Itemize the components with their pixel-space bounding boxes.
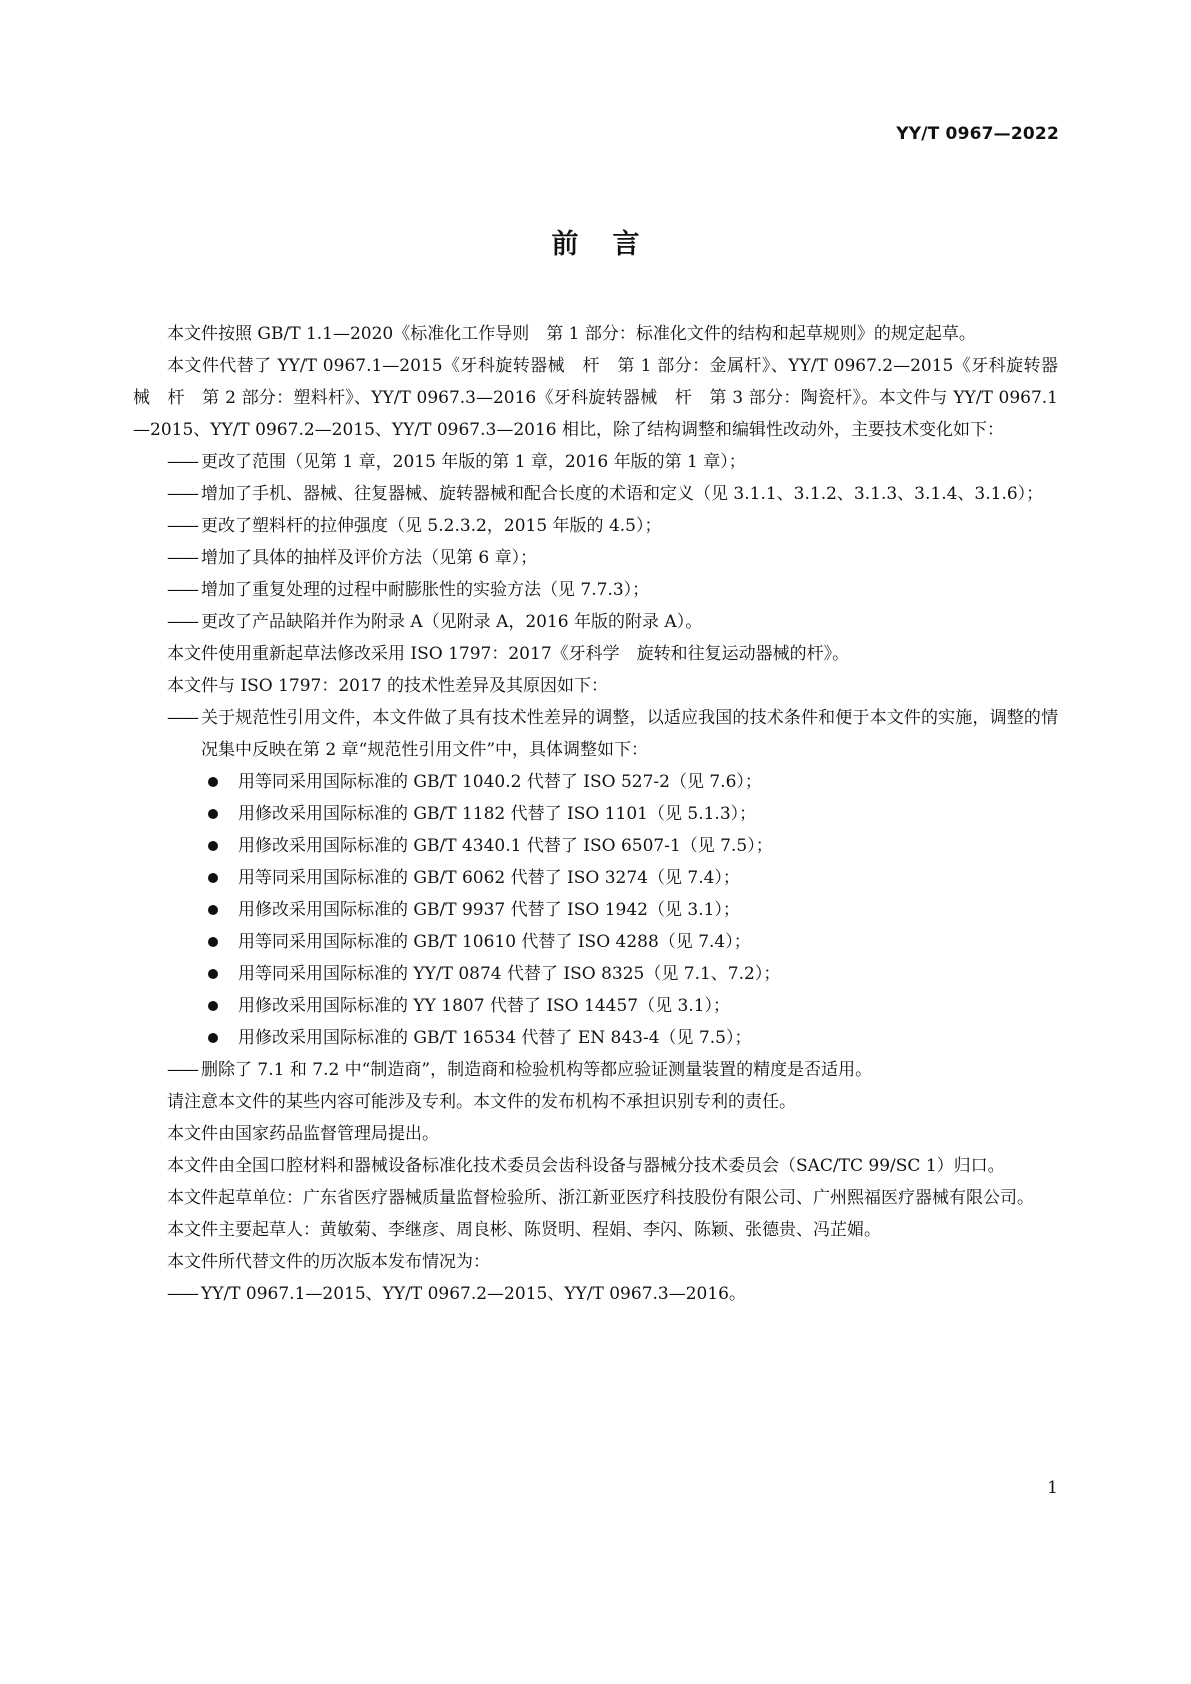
dash-mark: ——: [167, 612, 197, 632]
paragraph-drafters: 本文件主要起草人：黄敏菊、李继彦、周良彬、陈贤明、程娟、李闪、陈颖、张德贵、冯芷媚。: [167, 1220, 881, 1240]
foreword-body: [133, 318, 1058, 1310]
paragraph-replaces: 本文件代替了 YY/T 0967.1—2015《牙科旋转器械 杆 第 1 部分：金属杆》、YY/T 0967.2—2015《牙科旋转器械 杆 第 2 部分：塑料杆》、YY/T 0967.3—2016《牙科旋转器械 杆 第 3 部分：陶瓷杆》。本文件与 YY/T 0967.1—2015、YY/T 0967.2—2015、YY/T 0967.3—2016 相比，除了结构调整和编辑性改动外，主要技术变化如下：: [133, 356, 1058, 440]
list-item: —— 增加了手机、器械、往复器械、旋转器械和配合长度的术语和定义（见 3.1.1、3.1.2、3.1.3、3.1.4、3.1.6）；: [133, 478, 1058, 510]
technical-changes-list: [133, 446, 1058, 638]
dash-mark: ——: [167, 516, 197, 536]
dash-mark: ——: [167, 1060, 197, 1080]
bullet-dot-icon: [208, 937, 218, 947]
page-title: 前言: [551, 229, 674, 260]
bullet-dot-icon: [208, 777, 218, 787]
paragraph-proposer: 本文件由国家药品监督管理局提出。: [167, 1124, 439, 1144]
paragraph-patent-notice: 请注意本文件的某些内容可能涉及专利。本文件的发布机构不承担识别专利的责任。: [167, 1092, 796, 1112]
bullet-dot-icon: [208, 905, 218, 915]
dash-mark: ——: [167, 1284, 197, 1304]
list-item-history: —— YY/T 0967.1—2015、YY/T 0967.2—2015、YY/T 0967.3—2016。: [133, 1278, 1058, 1310]
paragraph-differences: 本文件与 ISO 1797：2017 的技术性差异及其原因如下：: [167, 676, 609, 696]
bullet-item: 用等同采用国际标准的 YY/T 0874 代替了 ISO 8325（见 7.1、7.2）；: [133, 958, 1058, 990]
bullet-dot-icon: [208, 809, 218, 819]
paragraph-committee: 本文件由全国口腔材料和器械设备标准化技术委员会齿科设备与器械分技术委员会（SAC/TC 99/SC 1）归口。: [167, 1156, 1005, 1176]
bullet-item: 用等同采用国际标准的 GB/T 1040.2 代替了 ISO 527-2（见 7.6）；: [133, 766, 1058, 798]
bullet-dot-icon: [208, 873, 218, 883]
adjustment-bullet-list: [133, 766, 1058, 1054]
list-item: —— 更改了塑料杆的拉伸强度（见 5.2.3.2，2015 年版的 4.5）；: [133, 510, 1058, 542]
list-item: —— 增加了重复处理的过程中耐膨胀性的实验方法（见 7.7.3）；: [133, 574, 1058, 606]
bullet-item: 用修改采用国际标准的 GB/T 1182 代替了 ISO 1101（见 5.1.3）；: [133, 798, 1058, 830]
bullet-dot-icon: [208, 1033, 218, 1043]
paragraph-history: 本文件所代替文件的历次版本发布情况为：: [167, 1252, 490, 1272]
list-item-deletion: —— 删除了 7.1 和 7.2 中“制造商”，制造商和检验机构等都应验证测量装置的精度是否适用。: [133, 1054, 1058, 1086]
page-number: 1: [1047, 1478, 1058, 1498]
bullet-dot-icon: [208, 841, 218, 851]
dash-mark: ——: [167, 708, 197, 728]
paragraph-drafting-rules: 本文件按照 GB/T 1.1—2020《标准化工作导则 第 1 部分：标准化文件的结构和起草规则》的规定起草。: [167, 324, 976, 344]
bullet-item: 用修改采用国际标准的 GB/T 16534 代替了 EN 843-4（见 7.5）；: [133, 1022, 1058, 1054]
bullet-dot-icon: [208, 969, 218, 979]
bullet-item: 用修改采用国际标准的 YY 1807 代替了 ISO 14457（见 3.1）；: [133, 990, 1058, 1022]
bullet-item: 用等同采用国际标准的 GB/T 6062 代替了 ISO 3274（见 7.4）；: [133, 862, 1058, 894]
bullet-item: 用等同采用国际标准的 GB/T 10610 代替了 ISO 4288（见 7.4）；: [133, 926, 1058, 958]
standard-code: YY/T 0967—2022: [896, 124, 1059, 144]
dash-mark: ——: [167, 548, 197, 568]
paragraph-adoption: 本文件使用重新起草法修改采用 ISO 1797：2017《牙科学 旋转和往复运动器械的杆》。: [167, 644, 850, 664]
list-item: —— 增加了具体的抽样及评价方法（见第 6 章）；: [133, 542, 1058, 574]
bullet-item: 用修改采用国际标准的 GB/T 9937 代替了 ISO 1942（见 3.1）；: [133, 894, 1058, 926]
dash-mark: ——: [167, 580, 197, 600]
list-item: —— 更改了范围（见第 1 章，2015 年版的第 1 章，2016 年版的第 1 章）；: [133, 446, 1058, 478]
bullet-dot-icon: [208, 1001, 218, 1011]
dash-mark: ——: [167, 484, 197, 504]
bullet-item: 用修改采用国际标准的 GB/T 4340.1 代替了 ISO 6507-1（见 7.5）；: [133, 830, 1058, 862]
paragraph-drafting-units: 本文件起草单位：广东省医疗器械质量监督检验所、浙江新亚医疗科技股份有限公司、广州熙福医疗器械有限公司。: [167, 1188, 1034, 1208]
list-item: —— 更改了产品缺陷并作为附录 A（见附录 A，2016 年版的附录 A）。: [133, 606, 1058, 638]
dash-mark: ——: [167, 452, 197, 472]
list-item-normative-refs: —— 关于规范性引用文件，本文件做了具有技术性差异的调整，以适应我国的技术条件和便于本文件的实施，调整的情况集中反映在第 2 章“规范性引用文件”中，具体调整如下：: [133, 702, 1058, 766]
